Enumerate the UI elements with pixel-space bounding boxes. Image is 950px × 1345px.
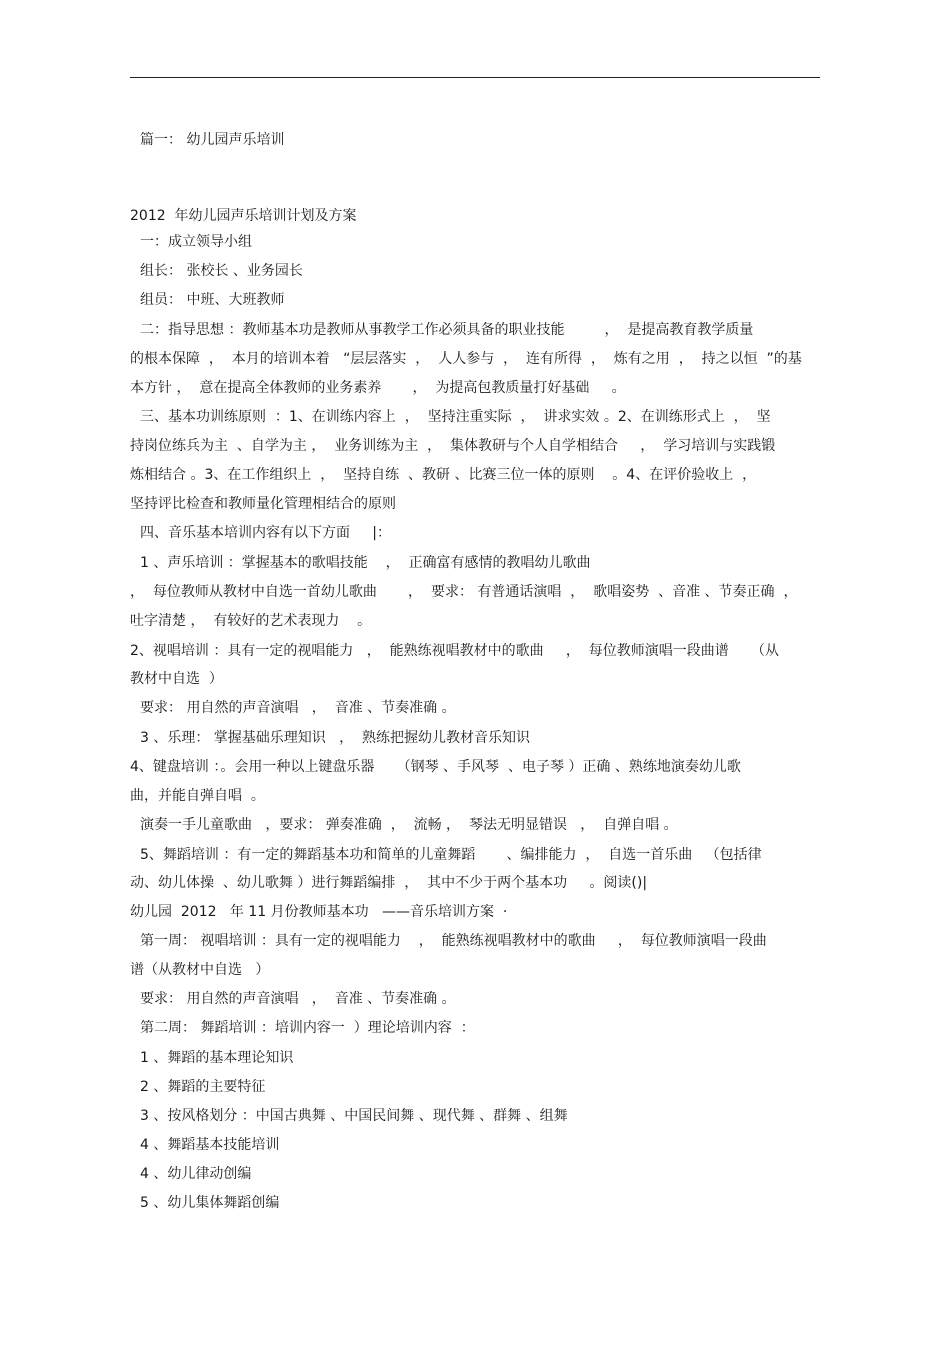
list-item: 4 、舞蹈基本技能培训 (140, 1137, 280, 1153)
text-line: 组长： 张校长 、业务园长 (140, 263, 303, 279)
text-line: ， 每位教师从教材中自选一首幼儿歌曲 ， 要求： 有普通话演唱 ， 歌唱姿势 、音准 、节奏正确 ， (130, 584, 798, 600)
text-line: 5、舞蹈培训 ：有一定的舞蹈基本功和简单的儿童舞蹈 、编排能力 ， 自选一首乐曲 （包括律 (140, 847, 762, 863)
text-line: 谱（从教材中自选 ） (130, 962, 270, 978)
text-line: 组员： 中班、大班教师 (140, 292, 285, 308)
list-item: 3 、按风格划分 ：中国古典舞 、中国民间舞 、现代舞 、群舞 、组舞 (140, 1108, 568, 1124)
text-line: 三、基本功训练原则 ：1、在训练内容上 ， 坚持注重实际 ， 讲求实效 。2、在训练形式上 ， 坚 (140, 409, 771, 425)
list-item: 1 、舞蹈的基本理论知识 (140, 1050, 294, 1066)
text-line: 二：指导思想 ：教师基本功是教师从事教学工作必须具备的职业技能 ， 是提高教育教学质量 (140, 322, 754, 338)
text-line: 第二周： 舞蹈培训 ：培训内容一 ）理论培训内容 ： (140, 1020, 475, 1036)
text-line: 本方针 ， 意在提高全体教师的业务素养 ， 为提高包教质量打好基础 。 (130, 380, 626, 396)
text-line: 2、视唱培训 ：具有一定的视唱能力 ， 能熟练视唱教材中的歌曲 ， 每位教师演唱一段曲谱 （从 (130, 643, 780, 659)
text-line: 要求： 用自然的声音演唱 ， 音准 、节奏准确 。 (140, 991, 456, 1007)
text-line: 4、键盘培训 ：。会用一种以上键盘乐器 （钢琴 、手风琴 、电子琴 ）正确 、熟练地演奏幼儿歌 (130, 759, 741, 775)
text-line: 炼相结合 。3、在工作组织上 ， 坚持自练 、教研 、比赛三位一体的原则 。4、在评价验收上 ， (130, 467, 757, 483)
text-line: 的根本保障 ， 本月的培训本着 “层层落实 ， 人人参与 ， 连有所得 ， 炼有之用 ， 持之以恒 ”的基 (130, 351, 802, 367)
top-rule (130, 77, 820, 78)
list-item: 2 、舞蹈的主要特征 (140, 1079, 266, 1095)
text-line: 四、音乐基本培训内容有以下方面 |： (140, 525, 391, 541)
list-item: 5 、幼儿集体舞蹈创编 (140, 1195, 280, 1211)
text-line: 持岗位练兵为主 、自学为主 ， 业务训练为主 ， 集体教研与个人自学相结合 ， 学习培训与实践锻 (130, 438, 776, 454)
text-line: 演奏一手儿童歌曲 ，要求： 弹奏准确 ， 流畅 ， 琴法无明显错误 ， 自弹自唱 。 (140, 817, 678, 833)
subtitle-line: 幼儿园 2012 年 11 月份教师基本功 ——音乐培训方案 · (130, 904, 508, 920)
text-line: 1 、声乐培训 ：掌握基本的歌唱技能 ， 正确富有感情的教唱幼儿歌曲 (140, 555, 591, 571)
text-line: 教材中自选 ） (130, 671, 223, 687)
text-line: 吐字清楚 ， 有较好的艺术表现力 。 (130, 613, 372, 629)
document-title: 2012 年幼儿园声乐培训计划及方案 (130, 208, 357, 224)
text-line: 动、幼儿体操 、幼儿歌舞 ）进行舞蹈编排 ， 其中不少于两个基本功 。阅读()| (130, 875, 648, 891)
text-line: 坚持评比检查和教师量化管理相结合的原则 (130, 496, 396, 512)
text-line: 要求： 用自然的声音演唱 ， 音准 、节奏准确 。 (140, 700, 456, 716)
text-line: 一：成立领导小组 (140, 234, 252, 250)
section-heading: 篇一： 幼儿园声乐培训 (140, 132, 285, 148)
list-item: 4 、幼儿律动创编 (140, 1166, 252, 1182)
text-line: 3 、乐理： 掌握基础乐理知识 ， 熟练把握幼儿教材音乐知识 (140, 730, 531, 746)
text-line: 第一周： 视唱培训 ：具有一定的视唱能力 ， 能熟练视唱教材中的歌曲 ， 每位教师演唱一段曲 (140, 933, 767, 949)
text-line: 曲，并能自弹自唱 。 (130, 788, 265, 804)
